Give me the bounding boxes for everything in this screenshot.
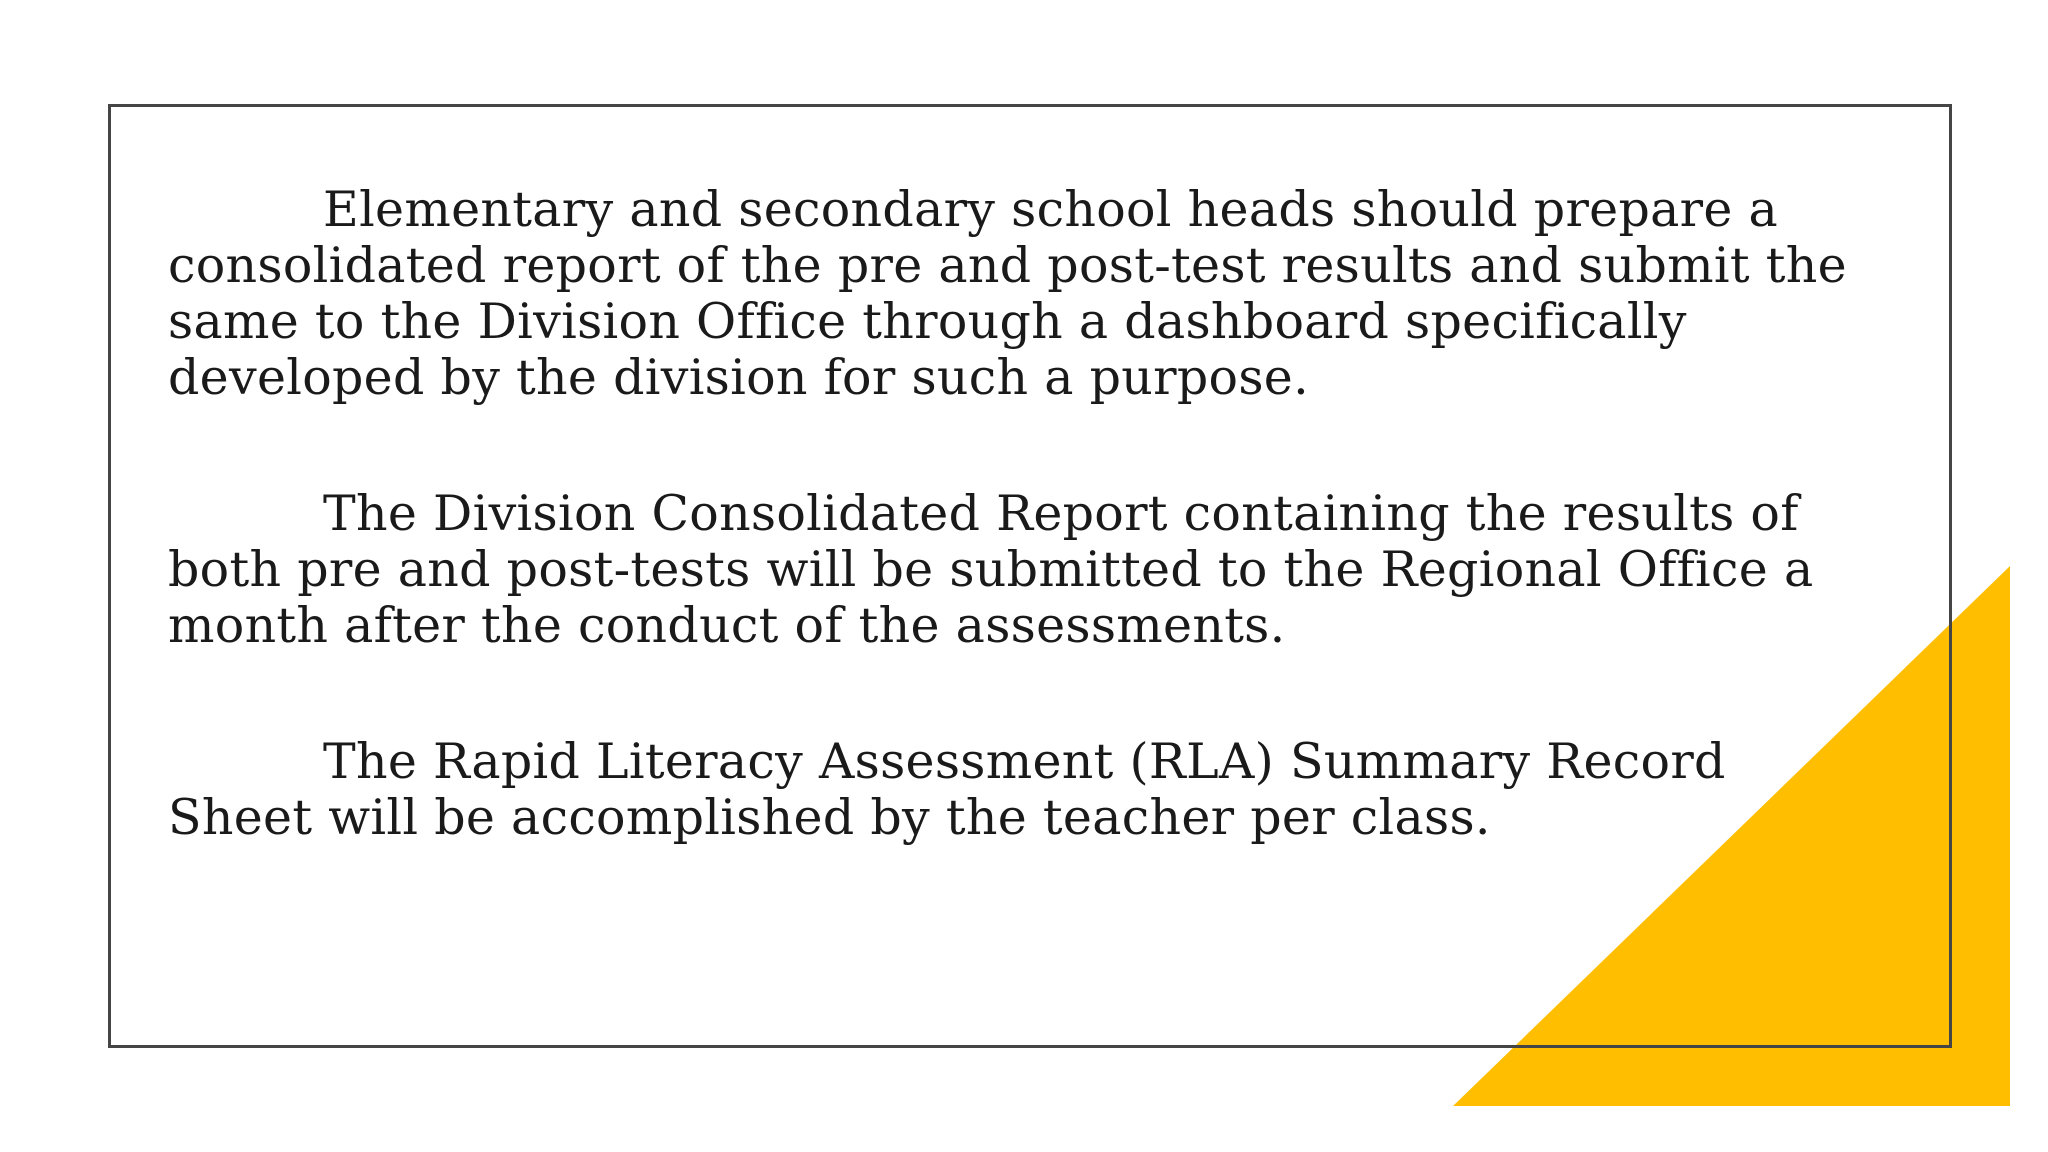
paragraph-1-line-4: developed by the division for such a purpose.	[168, 349, 1309, 406]
paragraph-3-line-1: The Rapid Literacy Assessment (RLA) Summary Record	[323, 733, 1726, 790]
paragraph-1-line-2: consolidated report of the pre and post-test results and submit the	[168, 237, 1847, 294]
paragraph-2-line-2: both pre and post-tests will be submitted to the Regional Office a	[168, 541, 1814, 598]
paragraph-1	[168, 182, 1888, 406]
paragraph-3-line-2: Sheet will be accomplished by the teacher per class.	[168, 789, 1491, 846]
paragraph-2-line-1: The Division Consolidated Report containing the results of	[323, 485, 1799, 542]
paragraph-3	[168, 734, 1888, 846]
slide-body	[168, 182, 1888, 846]
paragraph-1-line-1: Elementary and secondary school heads should prepare a	[323, 181, 1779, 238]
paragraph-2-line-3: month after the conduct of the assessments.	[168, 597, 1286, 654]
paragraph-2	[168, 486, 1888, 654]
paragraph-1-line-3: same to the Division Office through a dashboard specifically	[168, 293, 1687, 350]
